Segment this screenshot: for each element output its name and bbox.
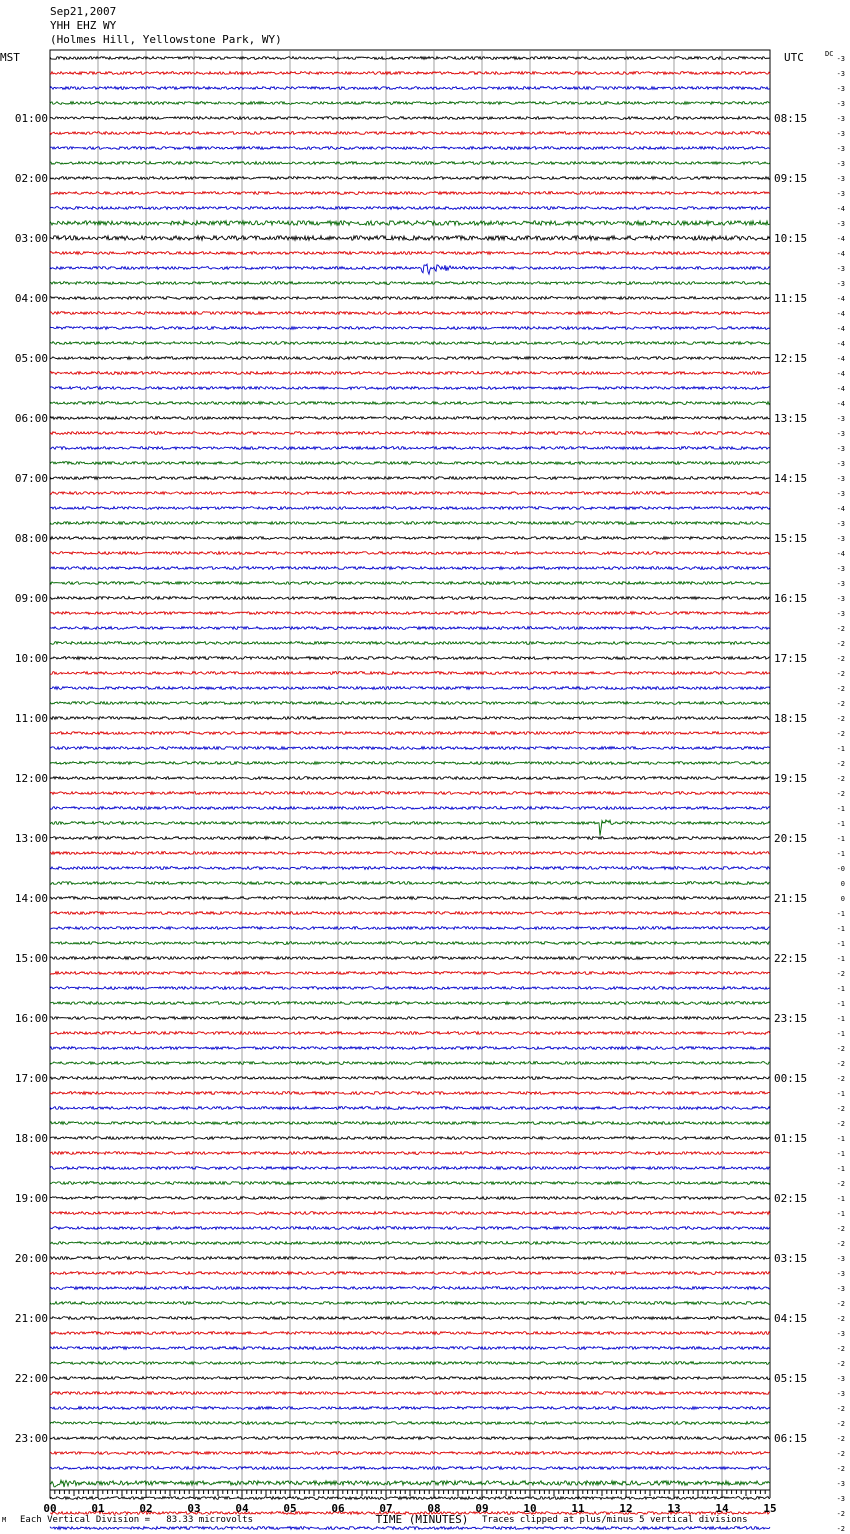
mst-hour-label: 03:00 [14,232,48,245]
seismic-trace-27 [50,462,770,465]
dc-offset-label: -1 [836,940,845,948]
dc-offset-label: -2 [836,1105,845,1113]
mst-hour-label: 18:00 [14,1132,48,1145]
utc-hour-label: 18:15 [774,712,808,725]
mst-hour-label: 04:00 [14,292,48,305]
dc-offset-label: -2 [836,730,845,738]
seismic-trace-70 [50,1107,770,1110]
seismic-trace-36 [50,597,770,600]
recording-date: Sep21,2007 [50,5,117,18]
dc-offset-label: -2 [836,1075,845,1083]
x-tick-label: 00 [43,1502,57,1515]
seismic-trace-4 [50,117,770,120]
seismic-trace-81 [50,1272,770,1275]
utc-hour-label: 03:15 [774,1252,808,1265]
dc-offset-label: -3 [836,1495,845,1503]
dc-offset-label: -4 [836,235,845,243]
seismic-trace-84 [50,1317,770,1320]
utc-hour-label: 14:15 [774,472,808,485]
x-tick-label: 06 [331,1502,345,1515]
utc-axis-label: UTC [784,51,804,64]
dc-offset-label: -2 [836,625,845,633]
seismic-trace-72 [50,1137,770,1140]
dc-offset-label: -2 [836,1060,845,1068]
mst-axis-label: MST [0,51,20,64]
seismic-trace-25 [50,432,770,435]
seismic-trace-63 [50,1002,770,1005]
seismic-trace-96 [50,1497,770,1500]
dc-offset-label: -2 [836,700,845,708]
dc-offset-label: -2 [836,1465,845,1473]
seismic-trace-74 [50,1167,770,1170]
seismic-trace-13 [50,252,770,255]
dc-offset-label: -2 [836,1240,845,1248]
dc-offset-label: -3 [836,565,845,573]
seismic-trace-68 [50,1077,770,1080]
utc-hour-label: 16:15 [774,592,808,605]
dc-offset-label: -4 [836,505,845,513]
utc-hour-label: 19:15 [774,772,808,785]
dc-offset-label: -1 [836,985,845,993]
dc-offset-label: -1 [836,955,845,963]
utc-hour-label: 20:15 [774,832,808,845]
seismic-trace-83 [50,1302,770,1305]
dc-offset-label: -3 [836,160,845,168]
dc-offset-label: -3 [836,145,845,153]
dc-axis-label: DC [825,50,834,58]
dc-offset-label: -1 [836,1090,845,1098]
dc-offset-label: -0 [836,865,845,873]
dc-offset-label: -1 [836,850,845,858]
dc-offset-label: 0 [840,880,845,888]
dc-offset-label: -3 [836,70,845,78]
seismic-trace-79 [50,1242,770,1245]
seismic-trace-50 [50,807,770,810]
dc-offset-label: -4 [836,340,845,348]
dc-offset-label: -1 [836,1150,845,1158]
dc-offset-label: -1 [836,910,845,918]
utc-hour-label: 01:15 [774,1132,808,1145]
seismic-trace-15 [50,282,770,285]
dc-offset-label: -2 [836,685,845,693]
dc-offset-label: -2 [836,1120,845,1128]
seismic-trace-14 [50,264,770,274]
mst-hour-label: 23:00 [14,1432,48,1445]
dc-offset-label: -2 [836,970,845,978]
seismic-trace-11 [50,221,770,225]
dc-offset-label: -2 [836,1315,845,1323]
seismic-trace-24 [50,417,770,420]
seismic-trace-56 [50,897,770,900]
seismic-trace-1 [50,72,770,75]
x-tick-label: 11 [571,1502,585,1515]
clip-note: Traces clipped at plus/minus 5 vertical divisions [482,1515,748,1525]
seismic-trace-44 [50,717,770,720]
dc-offset-label: -3 [836,115,845,123]
dc-offset-label: -2 [836,790,845,798]
station-location: (Holmes Hill, Yellowstone Park, WY) [50,33,282,46]
mst-hour-label: 14:00 [14,892,48,905]
seismic-trace-33 [50,552,770,555]
seismic-trace-77 [50,1212,770,1215]
dc-offset-label: -2 [836,1405,845,1413]
seismic-trace-75 [50,1182,770,1185]
mst-hour-label: 21:00 [14,1312,48,1325]
seismic-trace-58 [50,927,770,930]
seismic-trace-17 [50,312,770,315]
utc-hour-label: 05:15 [774,1372,808,1385]
dc-offset-label: -3 [836,1255,845,1263]
dc-offset-label: -3 [836,175,845,183]
dc-offset-label: -1 [836,1210,845,1218]
dc-offset-label: -2 [836,1045,845,1053]
seismic-trace-26 [50,447,770,450]
seismic-trace-57 [50,912,770,915]
dc-offset-label: -4 [836,550,845,558]
seismic-trace-95 [50,1480,770,1487]
vertical-division-note: Each Vertical Division = 83.33 microvolts [20,1515,253,1525]
utc-hour-label: 00:15 [774,1072,808,1085]
x-tick-label: 14 [715,1502,729,1515]
dc-offset-label: -3 [836,445,845,453]
mst-hour-label: 20:00 [14,1252,48,1265]
dc-offset-label: -1 [836,805,845,813]
dc-offset-label: -3 [836,1390,845,1398]
dc-offset-label: -1 [836,925,845,933]
dc-offset-label: -3 [836,220,845,228]
dc-offset-label: -2 [836,1360,845,1368]
dc-offset-label: -3 [836,1480,845,1488]
utc-hour-label: 12:15 [774,352,808,365]
seismic-traces [50,57,770,1534]
dc-offset-label: -3 [836,55,845,63]
mst-hour-label: 17:00 [14,1072,48,1085]
seismic-trace-40 [50,657,770,660]
utc-hour-label: 13:15 [774,412,808,425]
mst-hour-label: 12:00 [14,772,48,785]
seismic-trace-80 [50,1257,770,1260]
seismic-trace-6 [50,147,770,150]
seismic-trace-61 [50,972,770,975]
dc-offset-label: -1 [836,1135,845,1143]
seismic-trace-7 [50,162,770,165]
seismic-trace-91 [50,1422,770,1425]
dc-offset-label: -3 [836,1285,845,1293]
dc-offset-label: -2 [836,1225,845,1233]
seismic-trace-34 [50,567,770,570]
seismic-trace-93 [50,1452,770,1455]
utc-hour-label: 15:15 [774,532,808,545]
x-tick-label: 07 [379,1502,393,1515]
seismic-trace-86 [50,1347,770,1350]
seismic-trace-45 [50,732,770,735]
utc-hour-label: 08:15 [774,112,808,125]
seismic-trace-89 [50,1392,770,1395]
seismic-trace-20 [50,357,770,360]
seismic-trace-31 [50,522,770,525]
seismic-trace-23 [50,402,770,405]
dc-offset-label: -2 [836,1435,845,1443]
mst-hour-label: 10:00 [14,652,48,665]
x-tick-label: 05 [283,1502,297,1515]
dc-offset-label: -1 [836,1000,845,1008]
mst-hour-label: 08:00 [14,532,48,545]
x-tick-label: 04 [235,1502,249,1515]
seismic-trace-51 [50,820,770,836]
utc-hour-label: 22:15 [774,952,808,965]
seismic-trace-35 [50,582,770,585]
dc-offset-label: -4 [836,250,845,258]
seismic-trace-87 [50,1362,770,1365]
seismic-trace-21 [50,372,770,375]
seismic-trace-32 [50,537,770,540]
seismic-trace-54 [50,867,770,870]
utc-hour-label: 21:15 [774,892,808,905]
seismic-trace-69 [50,1092,770,1095]
x-tick-label: 03 [187,1502,201,1515]
seismic-trace-30 [50,507,770,510]
utc-hour-label: 23:15 [774,1012,808,1025]
dc-offset-label: -4 [836,295,845,303]
seismic-trace-92 [50,1437,770,1440]
dc-offset-label: -2 [836,1180,845,1188]
seismic-trace-60 [50,957,770,960]
dc-offset-label: -2 [836,1345,845,1353]
seismic-trace-38 [50,627,770,630]
dc-offset-label: -3 [836,130,845,138]
seismic-trace-85 [50,1332,770,1335]
seismic-trace-42 [50,687,770,690]
seismic-trace-62 [50,987,770,990]
seismic-trace-78 [50,1227,770,1230]
seismic-trace-90 [50,1407,770,1410]
seismic-trace-49 [50,792,770,795]
dc-offset-label: -4 [836,310,845,318]
seismic-trace-73 [50,1152,770,1155]
utc-hour-label: 09:15 [774,172,808,185]
seismic-trace-65 [50,1032,770,1035]
x-tick-label: 09 [475,1502,489,1515]
dc-offset-label: 0 [840,895,845,903]
mst-hour-label: 13:00 [14,832,48,845]
utc-hour-label: 06:15 [774,1432,808,1445]
dc-offset-label: -3 [836,1330,845,1338]
dc-offset-label: -2 [836,1510,845,1518]
mst-hour-label: 05:00 [14,352,48,365]
dc-offset-label: -3 [836,85,845,93]
mst-hour-label: 06:00 [14,412,48,425]
seismic-trace-76 [50,1197,770,1200]
dc-offset-label: -2 [836,1450,845,1458]
dc-offset-label: -4 [836,385,845,393]
seismic-trace-52 [50,837,770,840]
mst-hour-label: 09:00 [14,592,48,605]
seismic-trace-53 [50,852,770,855]
utc-hour-label: 17:15 [774,652,808,665]
mst-hour-label: 16:00 [14,1012,48,1025]
dc-offset-label: -1 [836,1195,845,1203]
mst-hour-label: 02:00 [14,172,48,185]
seismic-trace-3 [50,102,770,105]
x-tick-label: 01 [91,1502,105,1515]
dc-offset-label: -2 [836,1420,845,1428]
dc-offset-label: -3 [836,580,845,588]
seismic-trace-12 [50,236,770,240]
x-tick-label: 08 [427,1502,441,1515]
dc-offset-label: -1 [836,835,845,843]
mst-hour-label: 11:00 [14,712,48,725]
dc-offset-label: -3 [836,430,845,438]
seismic-trace-64 [50,1017,770,1020]
utc-hour-label: 11:15 [774,292,808,305]
seismic-trace-94 [50,1467,770,1470]
seismic-trace-47 [50,762,770,765]
seismic-trace-59 [50,942,770,945]
x-tick-label: 13 [667,1502,681,1515]
dc-offset-label: -1 [836,1015,845,1023]
utc-hour-label: 04:15 [774,1312,808,1325]
seismic-trace-66 [50,1047,770,1050]
seismic-trace-29 [50,492,770,495]
seismic-trace-22 [50,387,770,390]
seismic-trace-8 [50,177,770,180]
dc-offset-label: -4 [836,370,845,378]
utc-hour-label: 10:15 [774,232,808,245]
dc-offset-label: -2 [836,760,845,768]
seismic-trace-10 [50,207,770,210]
seismic-trace-2 [50,87,770,90]
x-tick-label: 12 [619,1502,633,1515]
dc-offset-label: -1 [836,1030,845,1038]
corner-label: M [2,1516,7,1524]
mst-hour-label: 19:00 [14,1192,48,1205]
seismic-trace-37 [50,612,770,615]
dc-offset-label: -2 [836,1525,845,1533]
seismic-trace-41 [50,672,770,675]
dc-offset-label: -3 [836,1270,845,1278]
dc-offset-label: -3 [836,190,845,198]
dc-offset-label: -4 [836,355,845,363]
dc-offset-label: -4 [836,205,845,213]
x-tick-label: 02 [139,1502,153,1515]
dc-offset-label: -2 [836,670,845,678]
seismic-trace-16 [50,297,770,300]
seismic-trace-98 [50,1527,770,1530]
dc-offset-label: -4 [836,400,845,408]
dc-offset-label: -3 [836,280,845,288]
mst-hour-label: 15:00 [14,952,48,965]
mst-hour-label: 07:00 [14,472,48,485]
seismic-trace-88 [50,1377,770,1380]
seismic-trace-46 [50,747,770,750]
x-tick-label: 15 [763,1502,777,1515]
utc-hour-label: 02:15 [774,1192,808,1205]
dc-offset-label: -2 [836,715,845,723]
dc-offset-label: -2 [836,655,845,663]
dc-offset-label: -2 [836,640,845,648]
dc-offset-label: -3 [836,1375,845,1383]
dc-offset-label: -2 [836,1300,845,1308]
dc-offset-label: -3 [836,415,845,423]
seismic-trace-28 [50,477,770,480]
seismic-trace-39 [50,642,770,645]
seismic-trace-55 [50,882,770,885]
dc-offset-label: -3 [836,520,845,528]
seismic-trace-19 [50,342,770,345]
dc-offset-label: -1 [836,745,845,753]
station-code: YHH EHZ WY [50,19,117,32]
dc-offset-label: -3 [836,460,845,468]
seismic-trace-48 [50,777,770,780]
dc-offset-label: -4 [836,325,845,333]
seismic-trace-18 [50,327,770,330]
seismic-trace-0 [50,57,770,60]
seismic-trace-82 [50,1287,770,1290]
seismic-trace-67 [50,1062,770,1065]
mst-hour-label: 01:00 [14,112,48,125]
seismic-trace-5 [50,132,770,135]
dc-offset-label: -3 [836,100,845,108]
x-tick-label: 10 [523,1502,537,1515]
dc-offset-label: -3 [836,610,845,618]
dc-offset-label: -3 [836,535,845,543]
mst-hour-label: 22:00 [14,1372,48,1385]
dc-offset-label: -1 [836,820,845,828]
dc-offset-label: -3 [836,595,845,603]
dc-offset-label: -2 [836,775,845,783]
seismic-trace-43 [50,702,770,705]
dc-offset-label: -1 [836,1165,845,1173]
dc-offset-label: -3 [836,475,845,483]
seismic-trace-71 [50,1122,770,1125]
x-axis-title: TIME (MINUTES) [375,1513,469,1526]
seismic-trace-9 [50,192,770,195]
dc-offset-label: -3 [836,265,845,273]
dc-offset-label: -3 [836,490,845,498]
